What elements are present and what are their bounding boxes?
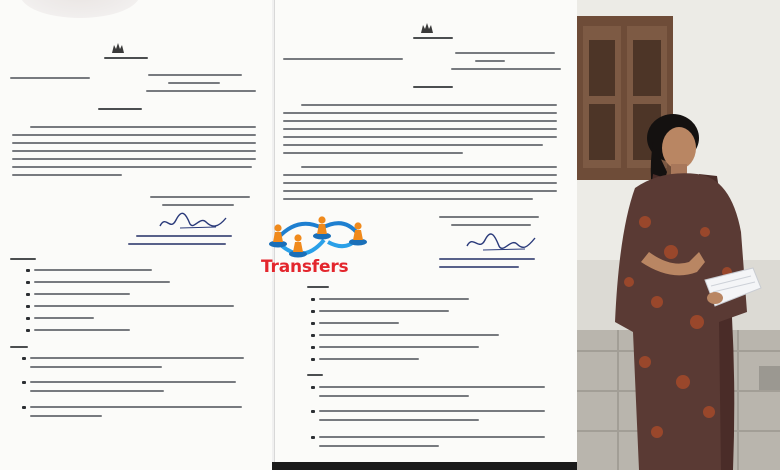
- photo-woman-reading: [577, 0, 780, 470]
- list-number: [26, 329, 30, 332]
- text-line: [34, 305, 234, 307]
- text-line: [12, 158, 256, 160]
- list-number: [22, 381, 26, 384]
- text-line: [146, 90, 256, 92]
- text-line: [30, 406, 242, 408]
- text-line: [12, 174, 122, 176]
- text-line: [168, 82, 220, 84]
- list-number: [311, 334, 315, 337]
- signature-center: [463, 232, 541, 256]
- text-line: [10, 77, 90, 79]
- photo-background-shape: [633, 40, 661, 96]
- text-line: [283, 136, 557, 138]
- text-line: [283, 198, 533, 200]
- list-number: [22, 357, 26, 360]
- woman-figure: [601, 112, 771, 470]
- text-line: [162, 204, 234, 206]
- text-line: [475, 60, 505, 62]
- text-line: [319, 346, 479, 348]
- text-line: [12, 142, 256, 144]
- text-line: [319, 395, 469, 397]
- text-line: [283, 128, 557, 130]
- text-line: [150, 196, 250, 198]
- text-line: [319, 358, 419, 360]
- text-line: [148, 74, 242, 76]
- text-line: [104, 57, 148, 59]
- text-line: [30, 357, 244, 359]
- text-line: [283, 112, 557, 114]
- text-line: [319, 298, 469, 300]
- text-line: [30, 390, 164, 392]
- list-number: [311, 436, 315, 439]
- text-line: [34, 317, 94, 319]
- text-line: [10, 346, 28, 348]
- text-line: [12, 134, 256, 136]
- text-line: [319, 410, 545, 412]
- text-line: [30, 415, 102, 417]
- list-number: [26, 305, 30, 308]
- text-line: [319, 386, 545, 388]
- text-line: [319, 310, 449, 312]
- text-line: [283, 174, 557, 176]
- text-line: [319, 445, 439, 447]
- text-line: [455, 52, 555, 54]
- text-line: [283, 58, 403, 60]
- text-line: [34, 293, 130, 295]
- text-line: [439, 266, 519, 268]
- text-line: [439, 216, 539, 218]
- text-line: [34, 281, 170, 283]
- text-line: [283, 182, 557, 184]
- text-line: [307, 286, 329, 288]
- text-line: [136, 235, 232, 237]
- transfers-label: Transfers: [261, 257, 349, 277]
- text-line: [319, 334, 499, 336]
- text-line: [34, 329, 130, 331]
- text-line: [10, 258, 36, 260]
- list-number: [311, 322, 315, 325]
- text-line: [12, 150, 256, 152]
- text-line: [128, 243, 226, 245]
- list-number: [311, 298, 315, 301]
- text-line: [283, 190, 557, 192]
- text-line: [451, 68, 561, 70]
- text-line: [301, 166, 557, 168]
- text-line: [283, 144, 543, 146]
- text-line: [12, 166, 252, 168]
- signature-left: [156, 210, 236, 234]
- text-line: [451, 224, 531, 226]
- text-line: [30, 126, 256, 128]
- text-line: [30, 366, 162, 368]
- state-emblem-icon: [419, 22, 435, 34]
- list-number: [26, 269, 30, 272]
- bottom-edge: [272, 462, 578, 470]
- text-line: [98, 108, 142, 110]
- text-line: [301, 104, 557, 106]
- text-line: [413, 37, 453, 39]
- text-line: [413, 86, 453, 88]
- list-number: [26, 317, 30, 320]
- list-number: [22, 406, 26, 409]
- list-number: [311, 346, 315, 349]
- text-line: [307, 374, 323, 376]
- text-line: [30, 381, 236, 383]
- text-line: [34, 269, 152, 271]
- list-number: [311, 386, 315, 389]
- photo-background-shape: [589, 40, 615, 96]
- list-number: [311, 358, 315, 361]
- text-line: [283, 152, 463, 154]
- partial-portrait: [20, 0, 140, 18]
- list-number: [311, 410, 315, 413]
- text-line: [319, 436, 545, 438]
- text-line: [319, 419, 479, 421]
- text-line: [319, 322, 399, 324]
- list-number: [26, 293, 30, 296]
- state-emblem-icon: [110, 42, 126, 54]
- list-number: [26, 281, 30, 284]
- list-number: [311, 310, 315, 313]
- text-line: [283, 120, 557, 122]
- document-left: [0, 0, 272, 470]
- text-line: [439, 258, 535, 260]
